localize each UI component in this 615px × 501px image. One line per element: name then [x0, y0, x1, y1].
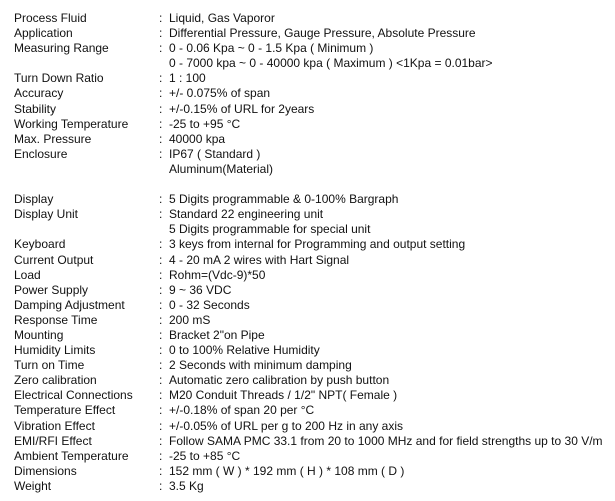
spec-row — [14, 388, 615, 403]
spec-table — [14, 11, 615, 494]
spec-value: Differential Pressure, Gauge Pressure, Absolute Pressure — [169, 26, 476, 41]
spec-label: Accuracy — [14, 86, 64, 101]
spec-value: Rohm=(Vdc-9)*50 — [169, 267, 266, 282]
spec-label: Humidity Limits — [14, 343, 96, 358]
spec-colon: : — [159, 448, 163, 463]
spec-colon: : — [159, 463, 163, 478]
spec-value: 9 ~ 36 VDC — [169, 282, 232, 297]
spec-label: Enclosure — [14, 146, 68, 161]
spec-colon: : — [159, 478, 163, 493]
spec-value: 5 Digits programmable for special unit — [169, 222, 371, 237]
spec-row — [14, 283, 615, 298]
spec-colon: : — [159, 418, 163, 433]
spec-row — [14, 237, 615, 252]
spec-value: 3 keys from internal for Programming and output setting — [169, 237, 466, 252]
spec-label: Temperature Effect — [14, 403, 116, 418]
spec-value: +/-0.15% of URL for 2years — [169, 101, 315, 116]
spec-label: Weight — [14, 478, 52, 493]
spec-label: Electrical Connections — [14, 388, 133, 403]
spec-colon: : — [159, 297, 163, 312]
section-spacer — [14, 177, 615, 192]
spec-row — [14, 147, 615, 162]
spec-value: +/- 0.075% of span — [169, 86, 271, 101]
spec-colon: : — [159, 373, 163, 388]
spec-label: Keyboard — [14, 237, 66, 252]
spec-label: Turn on Time — [14, 358, 85, 373]
spec-value: 4 - 20 mA 2 wires with Hart Signal — [169, 252, 350, 267]
spec-colon: : — [159, 343, 163, 358]
spec-row — [14, 86, 615, 101]
spec-colon: : — [159, 101, 163, 116]
spec-value: Liquid, Gas Vaporor — [169, 11, 275, 25]
spec-value: 200 mS — [169, 312, 211, 327]
spec-colon: : — [159, 267, 163, 282]
spec-value: 0 to 100% Relative Humidity — [169, 343, 320, 358]
spec-row — [14, 207, 615, 222]
spec-value: 0 - 32 Seconds — [169, 297, 250, 312]
spec-label: Turn Down Ratio — [14, 71, 104, 86]
spec-label: Measuring Range — [14, 41, 109, 56]
spec-row — [14, 373, 615, 388]
spec-value: 5 Digits programmable & 0-100% Bargraph — [169, 192, 399, 207]
spec-row — [14, 464, 615, 479]
spec-label: Load — [14, 267, 41, 282]
spec-value: Standard 22 engineering unit — [169, 207, 324, 222]
spec-colon: : — [159, 131, 163, 146]
spec-value: +/-0.05% of URL per g to 200 Hz in any axis — [169, 418, 404, 433]
spec-row — [14, 102, 615, 117]
spec-label: EMI/RFI Effect — [14, 433, 92, 448]
spec-value: 152 mm ( W ) * 192 mm ( H ) * 108 mm ( D ) — [169, 463, 405, 478]
spec-colon: : — [159, 192, 163, 207]
spec-value: -25 to +85 °C — [169, 448, 241, 463]
spec-colon: : — [159, 388, 163, 403]
spec-value: M20 Conduit Threads / 1/2" NPT( Female ) — [169, 388, 398, 403]
spec-colon: : — [159, 327, 163, 342]
spec-colon: : — [159, 403, 163, 418]
spec-row — [14, 268, 615, 283]
spec-label: Working Temperature — [14, 116, 129, 131]
spec-colon: : — [159, 146, 163, 161]
spec-colon: : — [159, 11, 163, 25]
spec-label: Response Time — [14, 312, 98, 327]
spec-row — [14, 192, 615, 207]
spec-colon: : — [159, 433, 163, 448]
spec-row — [14, 313, 615, 328]
spec-row — [14, 253, 615, 268]
spec-value: 40000 kpa — [169, 131, 226, 146]
spec-value: 0 - 7000 kpa ~ 0 - 40000 kpa ( Maximum ) <1Kpa = 0.01bar> — [169, 56, 493, 71]
spec-row — [14, 328, 615, 343]
spec-label: Dimensions — [14, 463, 77, 478]
spec-row — [14, 419, 615, 434]
spec-colon: : — [159, 86, 163, 101]
spec-label: Application — [14, 26, 73, 41]
spec-colon: : — [159, 41, 163, 56]
spec-row — [14, 449, 615, 464]
spec-label: Damping Adjustment — [14, 297, 125, 312]
spec-value: 1 : 100 — [169, 71, 206, 86]
spec-label: Display Unit — [14, 207, 79, 222]
spec-label: Max. Pressure — [14, 131, 92, 146]
spec-colon: : — [159, 237, 163, 252]
spec-label: Display — [14, 192, 54, 207]
spec-label: Vibration Effect — [14, 418, 95, 433]
spec-colon: : — [159, 312, 163, 327]
spec-value: -25 to +95 °C — [169, 116, 241, 131]
spec-label: Power Supply — [14, 282, 89, 297]
spec-label: Ambient Temperature — [14, 448, 129, 463]
spec-row — [14, 298, 615, 313]
spec-value: +/-0.18% of span 20 per °C — [169, 403, 315, 418]
spec-colon: : — [159, 26, 163, 41]
spec-value: Aluminum(Material) — [169, 161, 274, 176]
spec-row — [14, 11, 615, 26]
spec-row — [14, 26, 615, 41]
spec-colon: : — [159, 71, 163, 86]
spec-label: Zero calibration — [14, 373, 97, 388]
spec-value: Bracket 2"on Pipe — [169, 327, 265, 342]
spec-value: 2 Seconds with minimum damping — [169, 358, 352, 373]
spec-row — [14, 434, 615, 449]
spec-row — [14, 222, 615, 237]
spec-colon: : — [159, 282, 163, 297]
spec-row — [14, 71, 615, 86]
spec-label: Stability — [14, 101, 57, 116]
spec-value: IP67 ( Standard ) — [169, 146, 261, 161]
spec-colon: : — [159, 358, 163, 373]
spec-row — [14, 358, 615, 373]
spec-row — [14, 41, 615, 56]
spec-label: Mounting — [14, 327, 64, 342]
spec-value: 3.5 Kg — [169, 478, 204, 493]
spec-label: Process Fluid — [14, 11, 87, 25]
spec-row — [14, 117, 615, 132]
spec-colon: : — [159, 207, 163, 222]
spec-row — [14, 403, 615, 418]
spec-colon: : — [159, 116, 163, 131]
spec-value: Follow SAMA PMC 33.1 from 20 to 1000 MHz and for field strengths up to 30 V/m — [169, 433, 603, 448]
spec-colon: : — [159, 252, 163, 267]
spec-row — [14, 56, 615, 71]
spec-row — [14, 132, 615, 147]
spec-row — [14, 343, 615, 358]
spec-row — [14, 162, 615, 177]
spec-value: 0 - 0.06 Kpa ~ 0 - 1.5 Kpa ( Minimum ) — [169, 41, 374, 56]
spec-row — [14, 479, 615, 494]
spec-label: Current Output — [14, 252, 94, 267]
spec-value: Automatic zero calibration by push button — [169, 373, 390, 388]
